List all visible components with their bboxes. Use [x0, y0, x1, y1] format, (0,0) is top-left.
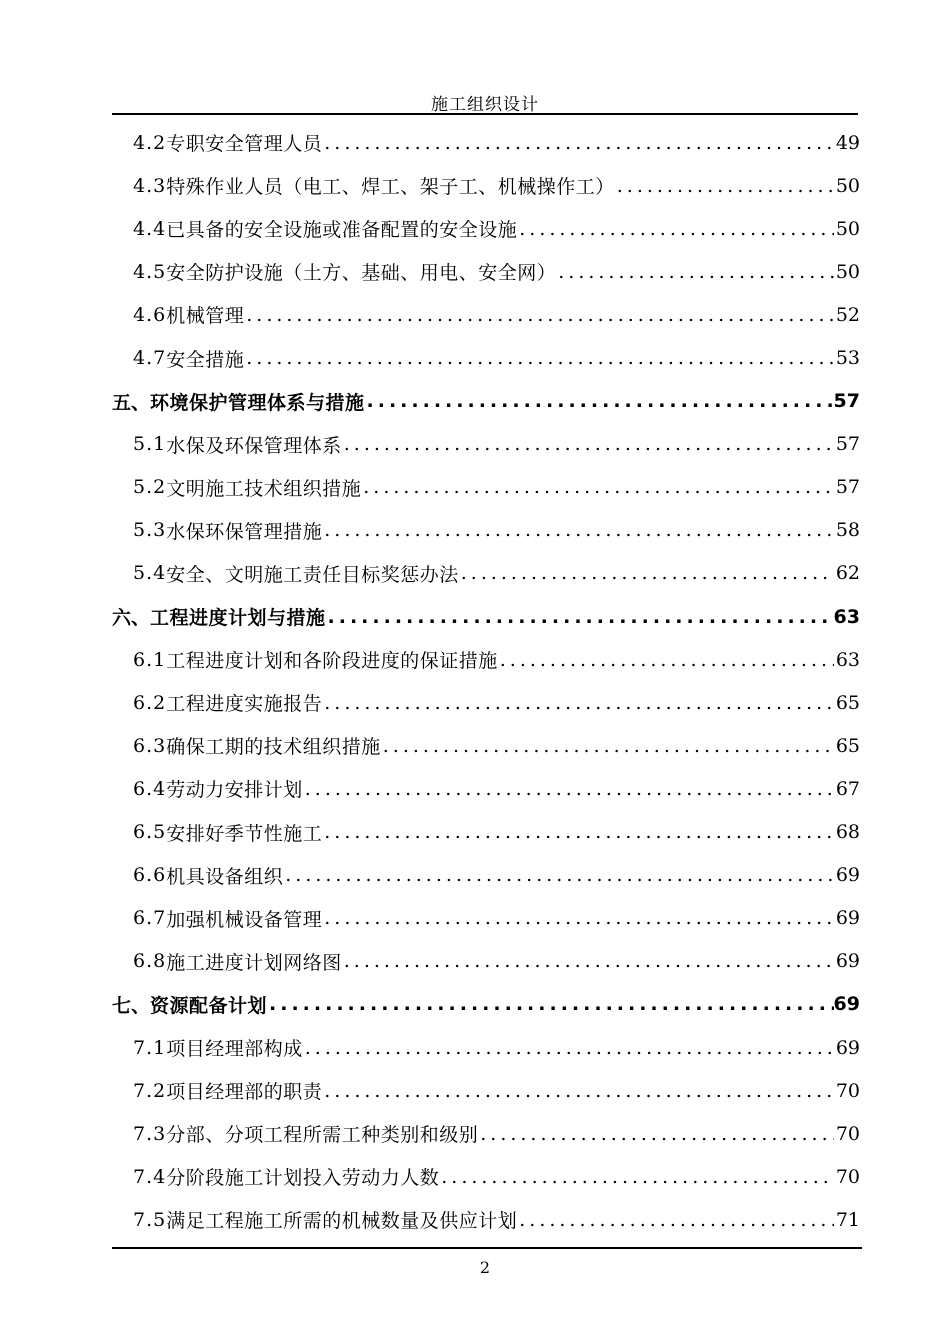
- toc-entry-number: 7.3: [133, 1122, 167, 1145]
- toc-entry-title: 安全、文明施工责任目标奖惩办法: [166, 563, 459, 586]
- toc-entry-page: 52: [835, 303, 860, 326]
- toc-entry-page: 65: [835, 734, 860, 757]
- toc-entry-title: 安全防护设施（土方、基础、用电、安全网）: [166, 262, 557, 285]
- toc-entry-page: 53: [835, 347, 860, 370]
- toc-section-entry[interactable]: [112, 207, 860, 250]
- toc-entry-page: 50: [835, 217, 860, 240]
- toc-entry-number: 7.2: [133, 1079, 167, 1102]
- toc-section-entry[interactable]: [112, 1155, 860, 1198]
- toc-dot-leader: [267, 993, 834, 1015]
- toc-dot-leader: [478, 1123, 834, 1145]
- toc-dot-leader: [498, 649, 834, 671]
- toc-entry-title: 专职安全管理人员: [166, 133, 323, 156]
- toc-dot-leader: [283, 864, 834, 886]
- toc-dot-leader: [322, 1080, 834, 1102]
- toc-entry-title: 特殊作业人员（电工、焊工、架子工、机械操作工）: [166, 176, 615, 199]
- toc-section-entry[interactable]: [112, 466, 860, 509]
- toc-dot-leader: [361, 476, 834, 498]
- toc-entry-page: 57: [833, 390, 860, 413]
- toc-entry-number: 6.6: [133, 864, 167, 887]
- toc-section-entry[interactable]: [112, 724, 860, 767]
- toc-dot-leader: [381, 735, 834, 757]
- toc-entry-page: 63: [835, 648, 860, 671]
- toc-dot-leader: [322, 692, 834, 714]
- toc-section-entry[interactable]: [112, 1069, 860, 1112]
- toc-entry-number: 7.5: [133, 1208, 167, 1231]
- toc-entry-number: 7.4: [133, 1165, 167, 1188]
- toc-entry-title: 机具设备组织: [166, 865, 284, 888]
- toc-entry-page: 50: [835, 174, 860, 197]
- toc-section-entry[interactable]: [112, 1198, 860, 1241]
- toc-dot-leader: [342, 433, 834, 455]
- toc-dot-leader: [517, 1209, 834, 1231]
- toc-entry-title: 加强机械设备管理: [166, 908, 323, 931]
- page-header-title: 施工组织设计: [431, 95, 539, 115]
- toc-entry-page: 69: [833, 993, 860, 1016]
- toc-entry-number: 6.5: [133, 821, 167, 844]
- toc-entry-page: 63: [833, 605, 860, 628]
- toc-section-entry[interactable]: [112, 509, 860, 552]
- toc-entry-page: 70: [835, 1122, 860, 1145]
- toc-entry-page: 58: [835, 519, 860, 542]
- toc-section-entry[interactable]: [112, 293, 860, 336]
- footer-rule: [112, 1247, 862, 1249]
- toc-entry-number: 六、: [112, 607, 151, 630]
- toc-entry-number: 5.3: [133, 519, 167, 542]
- toc-entry-number: 七、: [112, 994, 151, 1017]
- toc-section-entry[interactable]: [112, 1112, 860, 1155]
- toc-entry-page: 50: [835, 260, 860, 283]
- toc-entry-title: 满足工程施工所需的机械数量及供应计划: [166, 1210, 518, 1233]
- toc-dot-leader: [342, 950, 834, 972]
- toc-entry-title: 分部、分项工程所需工种类别和级别: [166, 1124, 479, 1147]
- toc-section-entry[interactable]: [112, 940, 860, 983]
- toc-section-entry[interactable]: [112, 423, 860, 466]
- toc-entry-title: 施工进度计划网络图: [166, 951, 342, 974]
- toc-dot-leader: [326, 606, 834, 628]
- toc-entry-title: 项目经理部构成: [166, 1038, 303, 1061]
- toc-entry-number: 4.4: [133, 217, 167, 240]
- toc-entry-page: 57: [835, 433, 860, 456]
- toc-dot-leader: [303, 1037, 834, 1059]
- toc-entry-page: 69: [835, 1036, 860, 1059]
- toc-entry-number: 五、: [112, 391, 151, 414]
- toc-entry-number: 4.7: [133, 347, 167, 370]
- toc-entry-title: 确保工期的技术组织措施: [166, 736, 381, 759]
- toc-section-entry[interactable]: [112, 1026, 860, 1069]
- toc-entry-number: 5.1: [133, 433, 167, 456]
- toc-entry-title: 已具备的安全设施或准备配置的安全设施: [166, 219, 518, 242]
- toc-entry-number: 4.3: [133, 174, 167, 197]
- toc-entry-title: 工程进度实施报告: [166, 693, 323, 716]
- toc-entry-title: 分阶段施工计划投入劳动力人数: [166, 1167, 440, 1190]
- toc-dot-leader: [365, 390, 834, 412]
- toc-section-entry[interactable]: [112, 897, 860, 940]
- toc-entry-title: 工程进度计划和各阶段进度的保证措施: [166, 650, 498, 673]
- toc-entry-number: 6.1: [133, 648, 167, 671]
- toc-entry-title: 环境保护管理体系与措施: [150, 391, 365, 414]
- toc-dot-leader: [244, 347, 834, 369]
- toc-section-entry[interactable]: [112, 250, 860, 293]
- toc-entry-number: 7.1: [133, 1036, 167, 1059]
- toc-section-entry[interactable]: [112, 681, 860, 724]
- toc-entry-page: 69: [835, 907, 860, 930]
- toc-entry-page: 57: [835, 476, 860, 499]
- toc-section-entry[interactable]: [112, 552, 860, 595]
- toc-entry-title: 资源配备计划: [150, 994, 268, 1017]
- toc-section-entry[interactable]: [112, 811, 860, 854]
- toc-dot-leader: [303, 778, 834, 800]
- toc-entry-page: 62: [835, 562, 860, 585]
- toc-entry-title: 水保及环保管理体系: [166, 434, 342, 457]
- toc-dot-leader: [322, 821, 834, 843]
- toc-entry-page: 68: [835, 821, 860, 844]
- toc-section-entry[interactable]: [112, 854, 860, 897]
- toc-section-entry[interactable]: [112, 164, 860, 207]
- toc-chapter-entry[interactable]: [112, 983, 860, 1026]
- toc-entry-page: 69: [835, 950, 860, 973]
- toc-dot-leader: [322, 907, 834, 929]
- toc-entry-title: 工程进度计划与措施: [150, 607, 326, 630]
- toc-dot-leader: [322, 132, 834, 154]
- toc-entry-page: 71: [835, 1208, 860, 1231]
- toc-entry-number: 6.4: [133, 777, 167, 800]
- toc-entry-page: 69: [835, 864, 860, 887]
- toc-entry-page: 70: [835, 1079, 860, 1102]
- toc-entry-title: 安全措施: [166, 348, 245, 371]
- toc-dot-leader: [615, 175, 834, 197]
- toc-entry-title: 水保环保管理措施: [166, 520, 323, 543]
- toc-dot-leader: [439, 1166, 834, 1188]
- toc-entry-number: 5.4: [133, 562, 167, 585]
- toc-dot-leader: [244, 304, 834, 326]
- toc-dot-leader: [459, 562, 834, 584]
- toc-entry-number: 4.5: [133, 260, 167, 283]
- toc-dot-leader: [322, 519, 834, 541]
- toc-chapter-entry[interactable]: [112, 380, 860, 423]
- header-rule: [112, 113, 858, 115]
- toc-entry-title: 项目经理部的职责: [166, 1081, 323, 1104]
- table-of-contents: [112, 121, 860, 1241]
- toc-section-entry[interactable]: [112, 767, 860, 810]
- toc-section-entry[interactable]: [112, 336, 860, 379]
- toc-entry-title: 文明施工技术组织措施: [166, 477, 362, 500]
- toc-section-entry[interactable]: [112, 638, 860, 681]
- toc-chapter-entry[interactable]: [112, 595, 860, 638]
- toc-dot-leader: [556, 261, 834, 283]
- toc-entry-page: 70: [835, 1165, 860, 1188]
- toc-entry-number: 6.2: [133, 691, 167, 714]
- toc-entry-number: 6.7: [133, 907, 167, 930]
- toc-entry-title: 安排好季节性施工: [166, 822, 323, 845]
- toc-entry-page: 65: [835, 691, 860, 714]
- toc-section-entry[interactable]: [112, 121, 860, 164]
- toc-entry-page: 49: [835, 131, 860, 154]
- toc-entry-page: 67: [835, 777, 860, 800]
- toc-entry-number: 6.3: [133, 734, 167, 757]
- toc-entry-number: 4.2: [133, 131, 167, 154]
- toc-entry-title: 劳动力安排计划: [166, 779, 303, 802]
- toc-entry-number: 5.2: [133, 476, 167, 499]
- toc-entry-number: 6.8: [133, 950, 167, 973]
- toc-entry-number: 4.6: [133, 303, 167, 326]
- toc-entry-title: 机械管理: [166, 305, 245, 328]
- page-number: 2: [479, 1258, 491, 1277]
- toc-dot-leader: [517, 218, 834, 240]
